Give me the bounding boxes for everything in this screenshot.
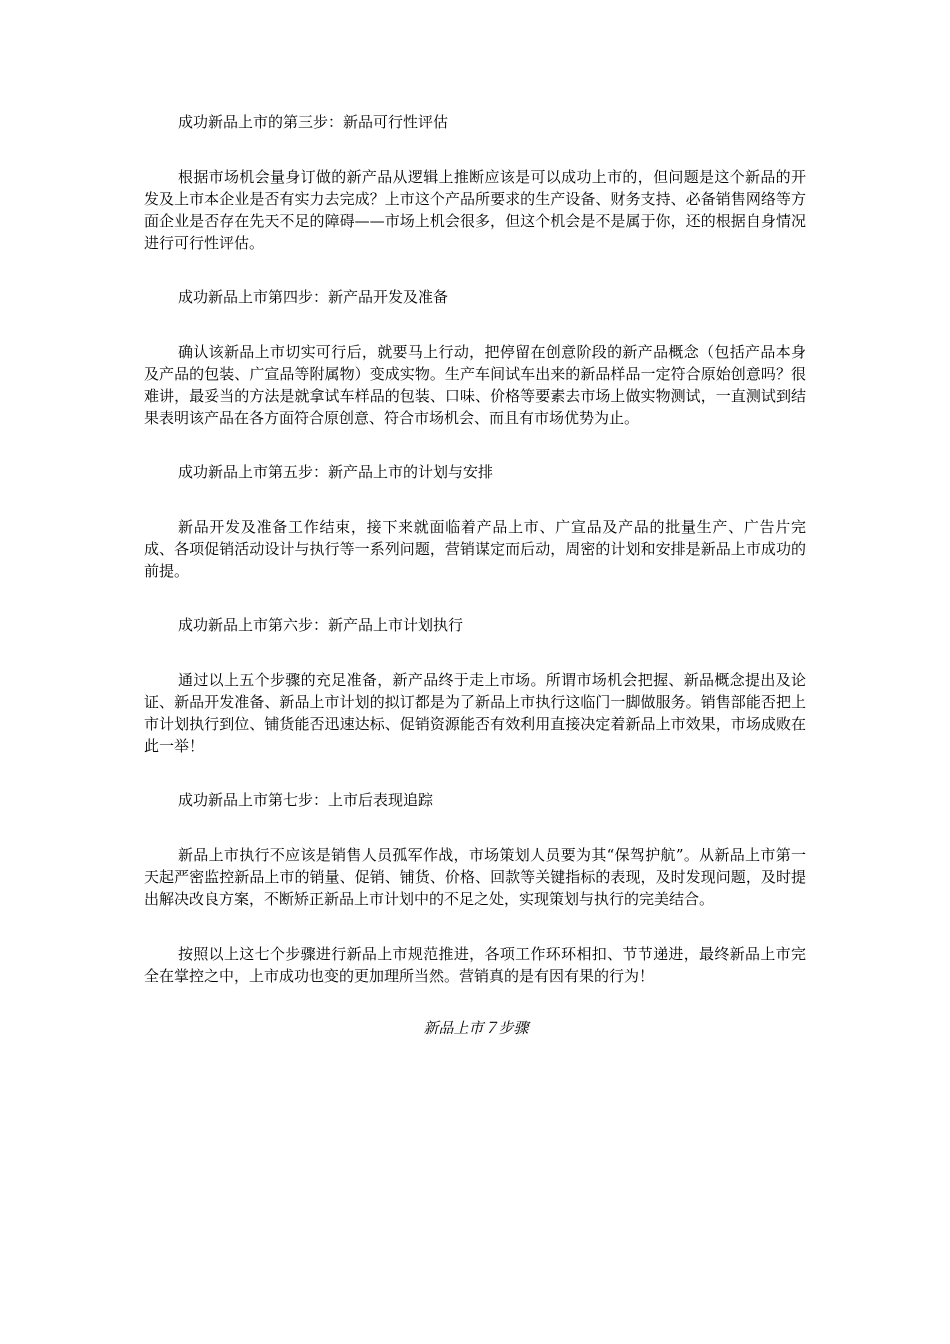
section-heading-step-5: 成功新品上市第五步：新产品上市的计划与安排 — [178, 463, 494, 481]
section-heading-step-7: 成功新品上市第七步：上市后表现追踪 — [178, 791, 434, 809]
section-paragraph-step-7: 新品上市执行不应该是销售人员孤军作战，市场策划人员要为其“保驾护航”。从新品上市第一天起严密监控新品上市的销量、促销、铺货、价格、回款等关键指标的表现，及时发现问题，及时提出解决改良方案，不断矫正新品上市计划中的不足之处，实现策划与执行的完美结合。 — [144, 846, 806, 908]
section-heading-step-6: 成功新品上市第六步：新产品上市计划执行 — [178, 616, 464, 634]
section-paragraph-step-5: 新品开发及准备工作结束，接下来就面临着产品上市、广宣品及产品的批量生产、广告片完成、各项促销活动设计与执行等一系列问题，营销谋定而后动，周密的计划和安排是新品上市成功的前提。 — [144, 518, 806, 580]
section-paragraph-step-6: 通过以上五个步骤的充足准备，新产品终于走上市场。所谓市场机会把握、新品概念提出及论证、新品开发准备、新品上市计划的拟订都是为了新品上市执行这临门一脚做服务。销售部能否把上市计划执行到位、铺货能否迅速达标、促销资源能否有效利用直接决定着新品上市效果，市场成败在此一举！ — [144, 671, 806, 755]
document-body — [144, 112, 806, 1039]
section-heading-step-3: 成功新品上市的第三步：新品可行性评估 — [178, 113, 449, 131]
closing-paragraph: 按照以上这七个步骤进行新品上市规范推进，各项工作环环相扣、节节递进，最终新品上市完全在掌控之中，上市成功也变的更加理所当然。营销真的是有因有果的行为！ — [144, 945, 806, 985]
section-heading-step-4: 成功新品上市第四步：新产品开发及准备 — [178, 288, 449, 306]
document-caption: 新品上市７步骤 — [423, 1019, 529, 1037]
section-paragraph-step-4: 确认该新品上市切实可行后，就要马上行动，把停留在创意阶段的新产品概念（包括产品本身及产品的包装、广宣品等附属物）变成实物。生产车间试车出来的新品样品一定符合原始创意吗？很难讲，最妥当的方法是就拿试车样品的包装、口味、价格等要素去市场上做实物测试，一直测试到结果表明该产品在各方面符合原创意、符合市场机会、而且有市场优势为止。 — [144, 343, 806, 427]
section-paragraph-step-3: 根据市场机会量身订做的新产品从逻辑上推断应该是可以成功上市的，但问题是这个新品的开发及上市本企业是否有实力去完成？上市这个产品所要求的生产设备、财务支持、必备销售网络等方面企业是否存在先天不足的障碍——市场上机会很多，但这个机会是不是属于你，还的根据自身情况进行可行性评估。 — [144, 168, 806, 252]
